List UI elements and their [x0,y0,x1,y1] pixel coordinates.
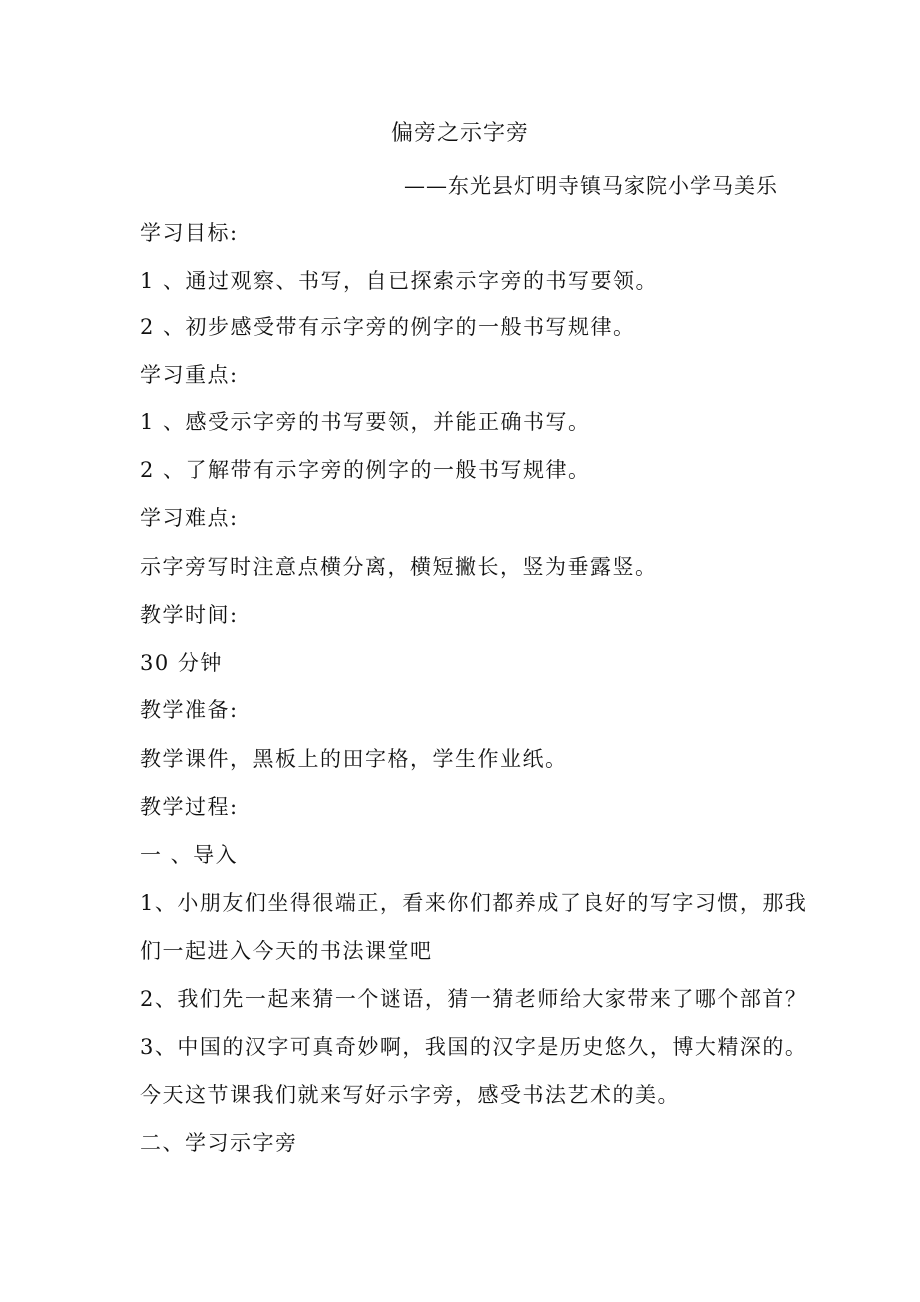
objective-item-1: 1 、通过观察、书写，自已探索示字旁的书写要领。 [140,269,659,293]
process-step-intro: 一 、导入 [140,843,239,867]
key-point-item-2: 2 、了解带有示字旁的例字的一般书写规律。 [140,458,591,482]
paragraph-1-line-1: 1、小朋友们坐得很端正，看来你们都养成了良好的写字习惯，那我 [140,891,808,915]
paragraph-3-line-2: 今天这节课我们就来写好示字旁，感受书法艺术的美。 [140,1083,680,1107]
author-line: ——东光县灯明寺镇马家院小学马美乐 [404,174,778,198]
paragraph-2: 2、我们先一起来猜一个谜语，猜一猜老师给大家带来了哪个部首？ [140,987,808,1011]
key-point-item-1: 1 、感受示字旁的书写要领，并能正确书写。 [140,410,591,434]
section-heading-preparation: 教学准备: [140,698,239,722]
section-heading-time: 教学时间: [140,603,239,627]
time-text: 30 分钟 [140,651,223,675]
section-heading-process: 教学过程: [140,795,239,819]
document-title: 偏旁之示字旁 [390,121,529,146]
process-step-learn: 二、学习示字旁 [140,1131,298,1155]
paragraph-3-line-1: 3、中国的汉字可真奇妙啊，我国的汉字是历史悠久，博大精深的。 [140,1035,808,1059]
preparation-text: 教学课件，黑板上的田字格，学生作业纸。 [140,747,568,771]
section-heading-difficulties: 学习难点: [140,506,239,530]
section-heading-key-points: 学习重点: [140,363,239,387]
paragraph-1-line-2: 们一起进入今天的书法课堂吧 [140,939,433,963]
section-heading-objectives: 学习目标: [140,221,239,245]
difficulty-text: 示字旁写时注意点横分离，横短撇长，竖为垂露竖。 [140,555,658,579]
objective-item-2: 2 、初步感受带有示字旁的例字的一般书写规律。 [140,315,636,339]
